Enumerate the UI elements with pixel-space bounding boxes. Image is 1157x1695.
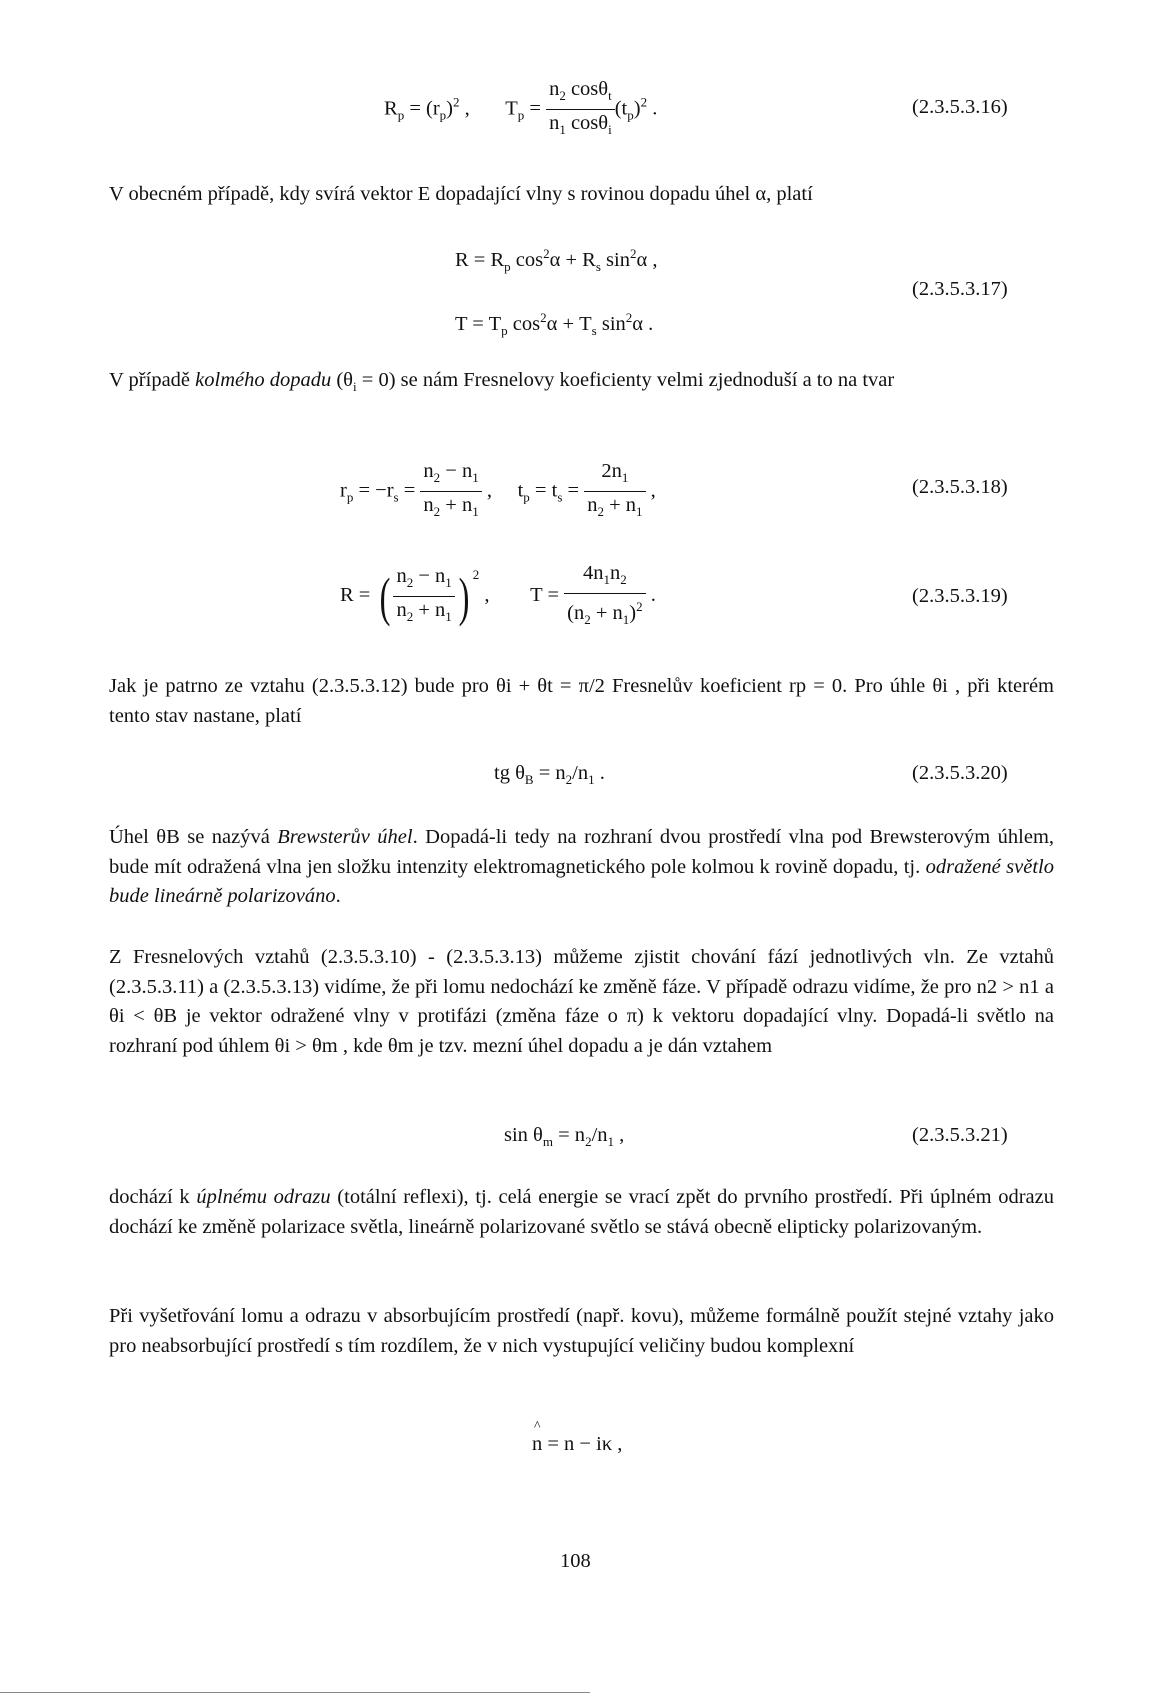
paragraph-absorbing-medium: Při vyšetřování lomu a odrazu v absorbujícím prostředí (např. kovu), můžeme formálně použít stejné vztahy jako pro neabsorbující prostředí s tím rozdílem, že v nich vystupující veličiny budou komplexní bbox=[109, 1305, 1054, 1357]
equation-number-21: (2.3.5.3.21) bbox=[912, 1124, 1008, 1146]
equation-16: $R_p = (r_p)^2$ , $T_p$ = $\frac{n_2 \cos\theta_t}{n_1 \cos\theta_i}$ $(t_p)^2$ . bbox=[384, 78, 658, 138]
equation-complex-index: ^ n = n − iκ , bbox=[532, 1433, 622, 1456]
paragraph-total-reflection: dochází k úplnému odrazu (totální reflexi), tj. celá energie se vrací zpět do prvního prostředí. Při úplném odrazu dochází ke změně polarizace světla, lineárně polarizované světlo se stává obecně elipticky polarizovaným. bbox=[109, 1186, 1054, 1238]
equation-number-20: (2.3.5.3.20) bbox=[912, 762, 1008, 784]
equation-number-18: (2.3.5.3.18) bbox=[912, 476, 1008, 498]
paragraph-normal-incidence: V případě kolmého dopadu $(\theta_i = 0)$ se nám Fresnelovy koeficienty velmi zjednoduší a to na tvar bbox=[109, 369, 895, 395]
bottom-edge-line bbox=[0, 1692, 590, 1693]
equation-number-19: (2.3.5.3.19) bbox=[912, 585, 1008, 607]
paragraph-phase-behavior: Z Fresnelových vztahů (2.3.5.3.10) - (2.3.5.3.13) můžeme zjistit chování fází jednotlivých vln. Ze vztahů (2.3.5.3.11) a (2.3.5.3.13) vidíme, že při lomu nedochází ke změně fáze. V případě odrazu vidíme, že pro n2 > n1 a θi < θB je vektor odražené vlny v protifázi (změna fáze o π) k vektoru dopadající vlny. Dopadá-li světlo na rozhraní pod úhlem θi > θm , kde θm je tzv. mezní úhel dopadu a je dán vztahem bbox=[109, 946, 1054, 1057]
equation-number-17: (2.3.5.3.17) bbox=[912, 278, 1008, 300]
paragraph-general-case: V obecném případě, kdy svírá vektor E dopadající vlny s rovinou dopadu úhel α, platí bbox=[109, 183, 813, 205]
equation-19: R = ( $\frac{n_2 - n_1}{n_2 + n_1}$ ) $^2$ , T = $\frac{4n_1n_2}{(n_2 + n_1)^2}$ . bbox=[340, 562, 656, 628]
paragraph-brewster-angle: Úhel θB se nazývá Brewsterův úhel. Dopadá-li tedy na rozhraní dvou prostředí vlna pod Brewsterovým úhlem, bude mít odražená vlna jen složku intenzity elektromagnetického pole kolmou k rovině dopadu, tj. odražené světlo bude lineárně polarizováno. bbox=[109, 826, 1055, 907]
equation-18: $r_p = -r_s$ = $\frac{n_2 - n_1}{n_2 + n_1}$ , $t_p = t_s$ = $\frac{2n_1}{n_2 + n_1}$ , bbox=[340, 460, 656, 520]
page-number: 108 bbox=[560, 1550, 591, 1572]
equation-17a: $R = R_p$ $\cos^2\alpha + R_s$ $\sin^2\alpha$ , bbox=[455, 246, 658, 274]
equation-21: $\sin \theta_m = n_2/n_1$ , bbox=[504, 1124, 625, 1150]
equation-17b: $T = T_p$ $\cos^2\alpha + T_s$ $\sin^2\alpha$ . bbox=[455, 310, 654, 338]
equation-number-16: (2.3.5.3.16) bbox=[912, 96, 1008, 118]
paragraph-brewster-condition: Jak je patrno ze vztahu (2.3.5.3.12) bude pro θi + θt = π/2 Fresnelův koeficient rp = 0. Pro úhle θi , při kterém tento stav nastane, platí bbox=[109, 675, 1054, 727]
equation-20: tg $\theta_B = n_2/n_1$ . bbox=[494, 762, 605, 788]
